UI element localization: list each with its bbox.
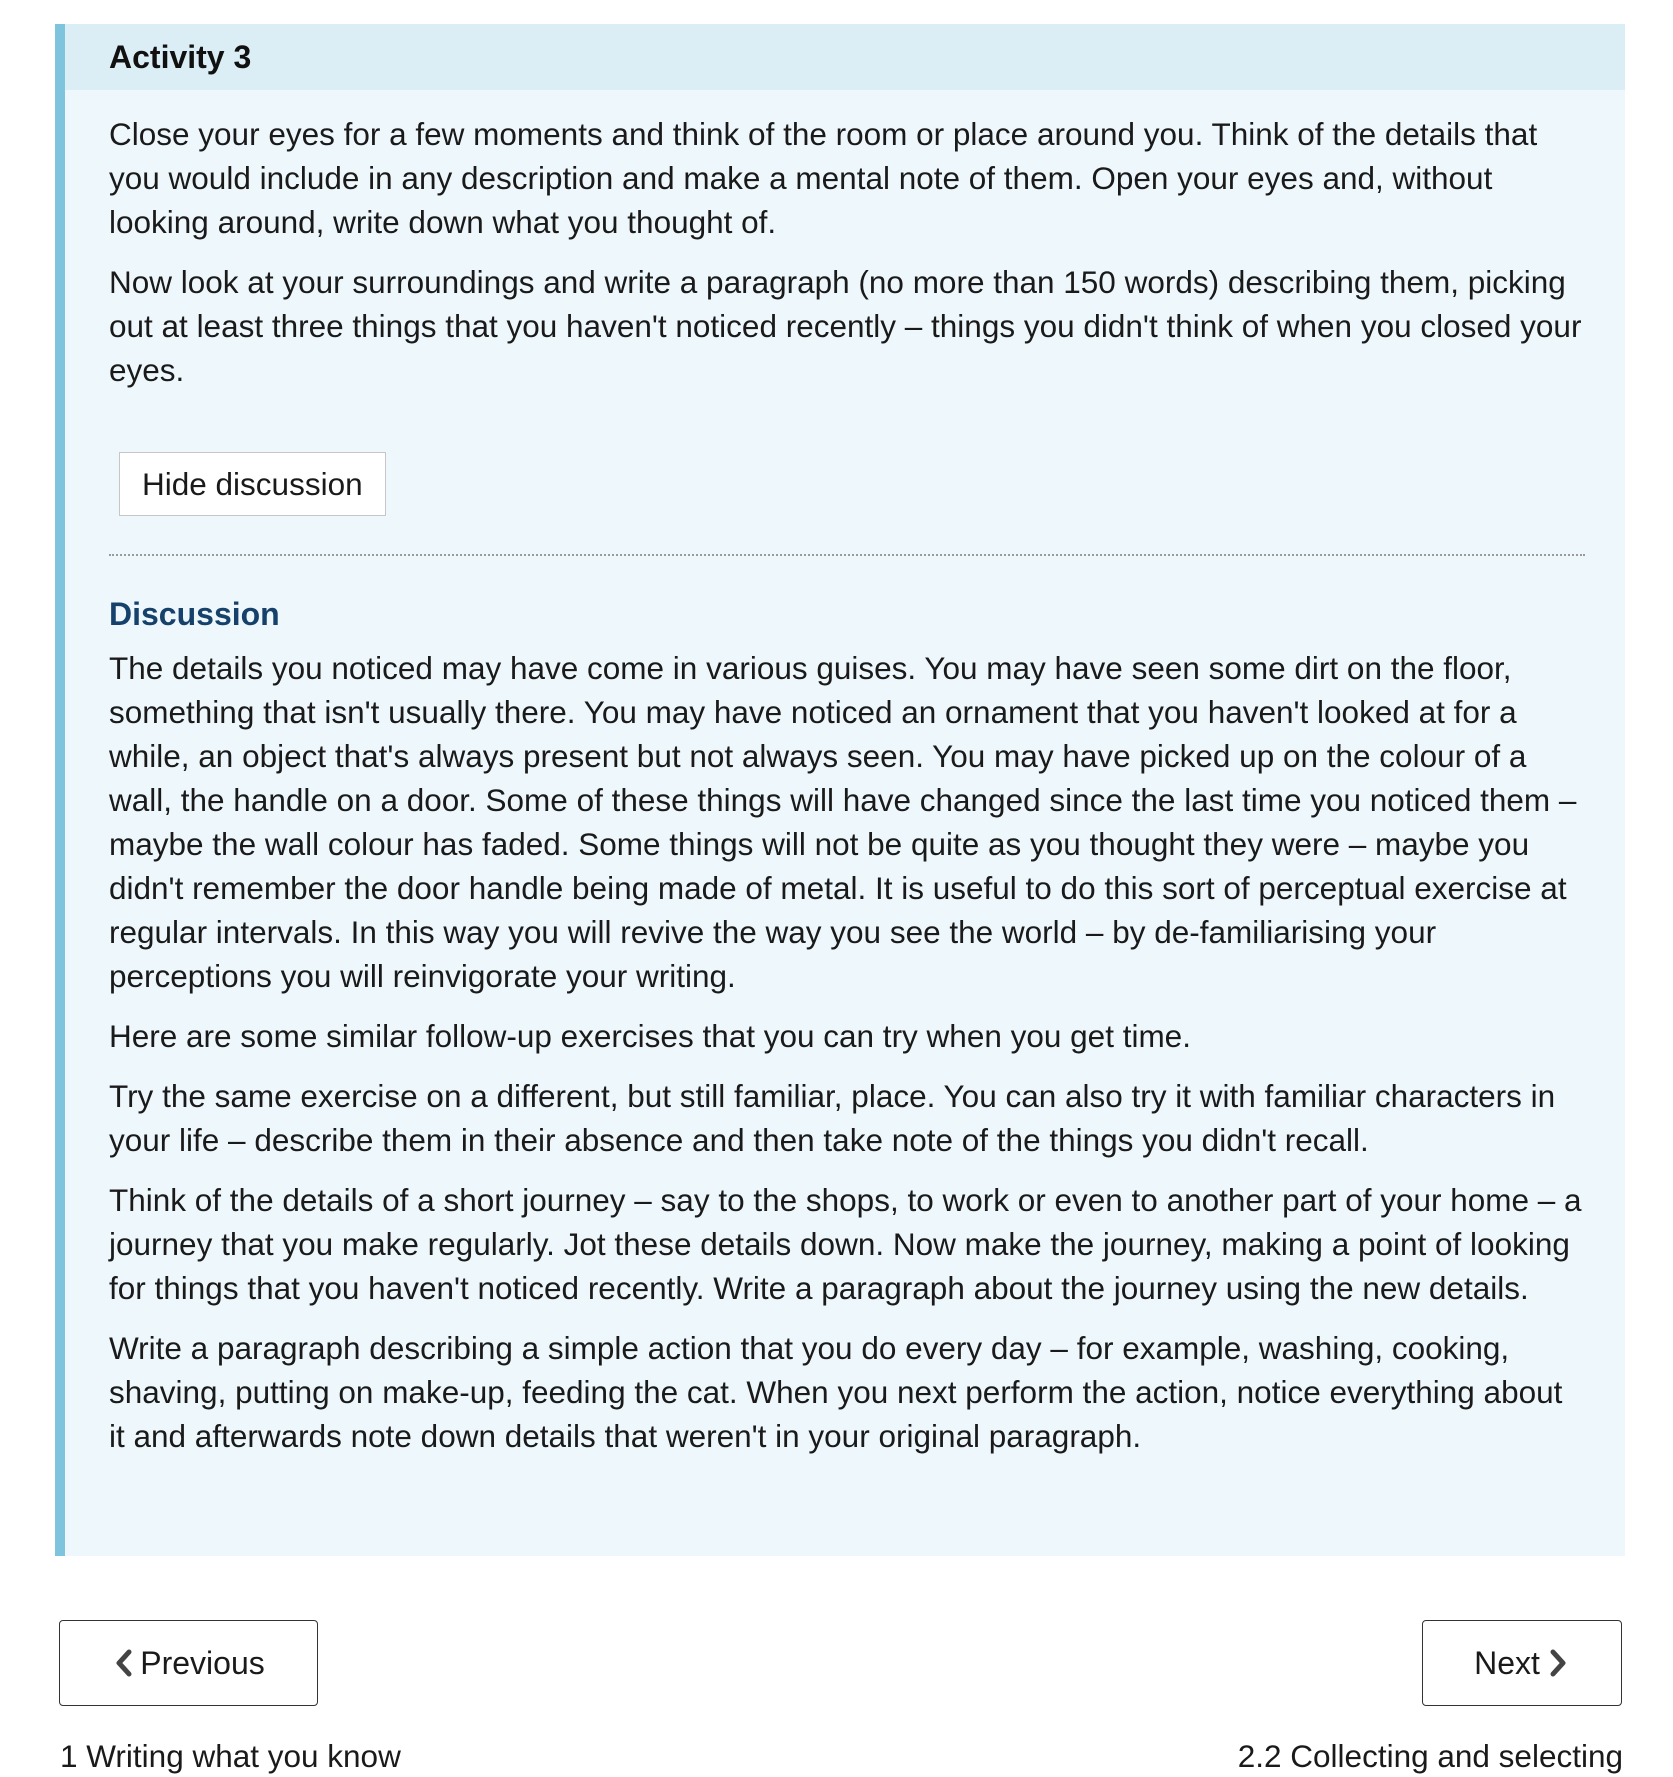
activity-instruction: Now look at your surroundings and write a paragraph (no more than 150 words) describing them, picking out at least three things that you haven't noticed recently – things you didn't think of when you closed your eyes. — [109, 264, 1582, 388]
chevron-left-icon — [112, 1647, 136, 1679]
previous-button[interactable] — [59, 1620, 318, 1706]
discussion-paragraph: Think of the details of a short journey – say to the shops, to work or even to another part of your home – a journey that you make regularly. Jot these details down. Now make the journey, making a point of looking for things that you haven't noticed recently. Write a paragraph about the journey using the new details. — [109, 1182, 1582, 1306]
activity-instruction: Close your eyes for a few moments and think of the room or place around you. Think of the details that you would include in any description and make a mental note of them. Open your eyes and, without looking around, write down what you thought of. — [109, 116, 1538, 240]
next-page-title[interactable]: 2.2 Collecting and selecting — [1237, 1738, 1623, 1774]
discussion-paragraph: The details you noticed may have come in various guises. You may have seen some dirt on the floor, something that isn't usually there. You may have noticed an ornament that you haven't looked at for a while, an object that's always present but not always seen. You may have picked up on the colour of a wall, the handle on a door. Some of these things will have changed since the last time you noticed them – maybe the wall colour has faded. Some things will not be quite as you thought they were – maybe you didn't remember the door handle being made of metal. It is useful to do this sort of perceptual exercise at regular intervals. In this way you will revive the way you see the world – by de-familiarising your perceptions you will reinvigorate your writing. — [109, 650, 1577, 994]
divider — [109, 554, 1585, 556]
discussion-heading: Discussion — [109, 596, 280, 632]
discussion-paragraph: Write a paragraph describing a simple action that you do every day – for example, washing, cooking, shaving, putting on make-up, feeding the cat. When you next perform the action, notice everything about it and afterwards note down details that weren't in your original paragraph. — [109, 1330, 1563, 1454]
discussion-paragraph: Here are some similar follow-up exercises that you can try when you get time. — [109, 1018, 1191, 1054]
next-button-label: Next — [1474, 1644, 1540, 1681]
discussion-paragraph: Try the same exercise on a different, but still familiar, place. You can also try it with familiar characters in your life – describe them in their absence and then take note of the things you didn't recall. — [109, 1078, 1556, 1158]
activity-body — [65, 90, 1625, 1458]
previous-page-title[interactable]: 1 Writing what you know — [60, 1738, 401, 1774]
activity-title: Activity 3 — [109, 38, 252, 75]
chevron-right-icon — [1546, 1647, 1570, 1679]
previous-button-label: Previous — [140, 1644, 265, 1681]
hide-discussion-button[interactable]: Hide discussion — [119, 452, 386, 516]
activity-header — [65, 24, 1625, 90]
next-button[interactable] — [1422, 1620, 1622, 1706]
activity-box — [55, 24, 1625, 1556]
